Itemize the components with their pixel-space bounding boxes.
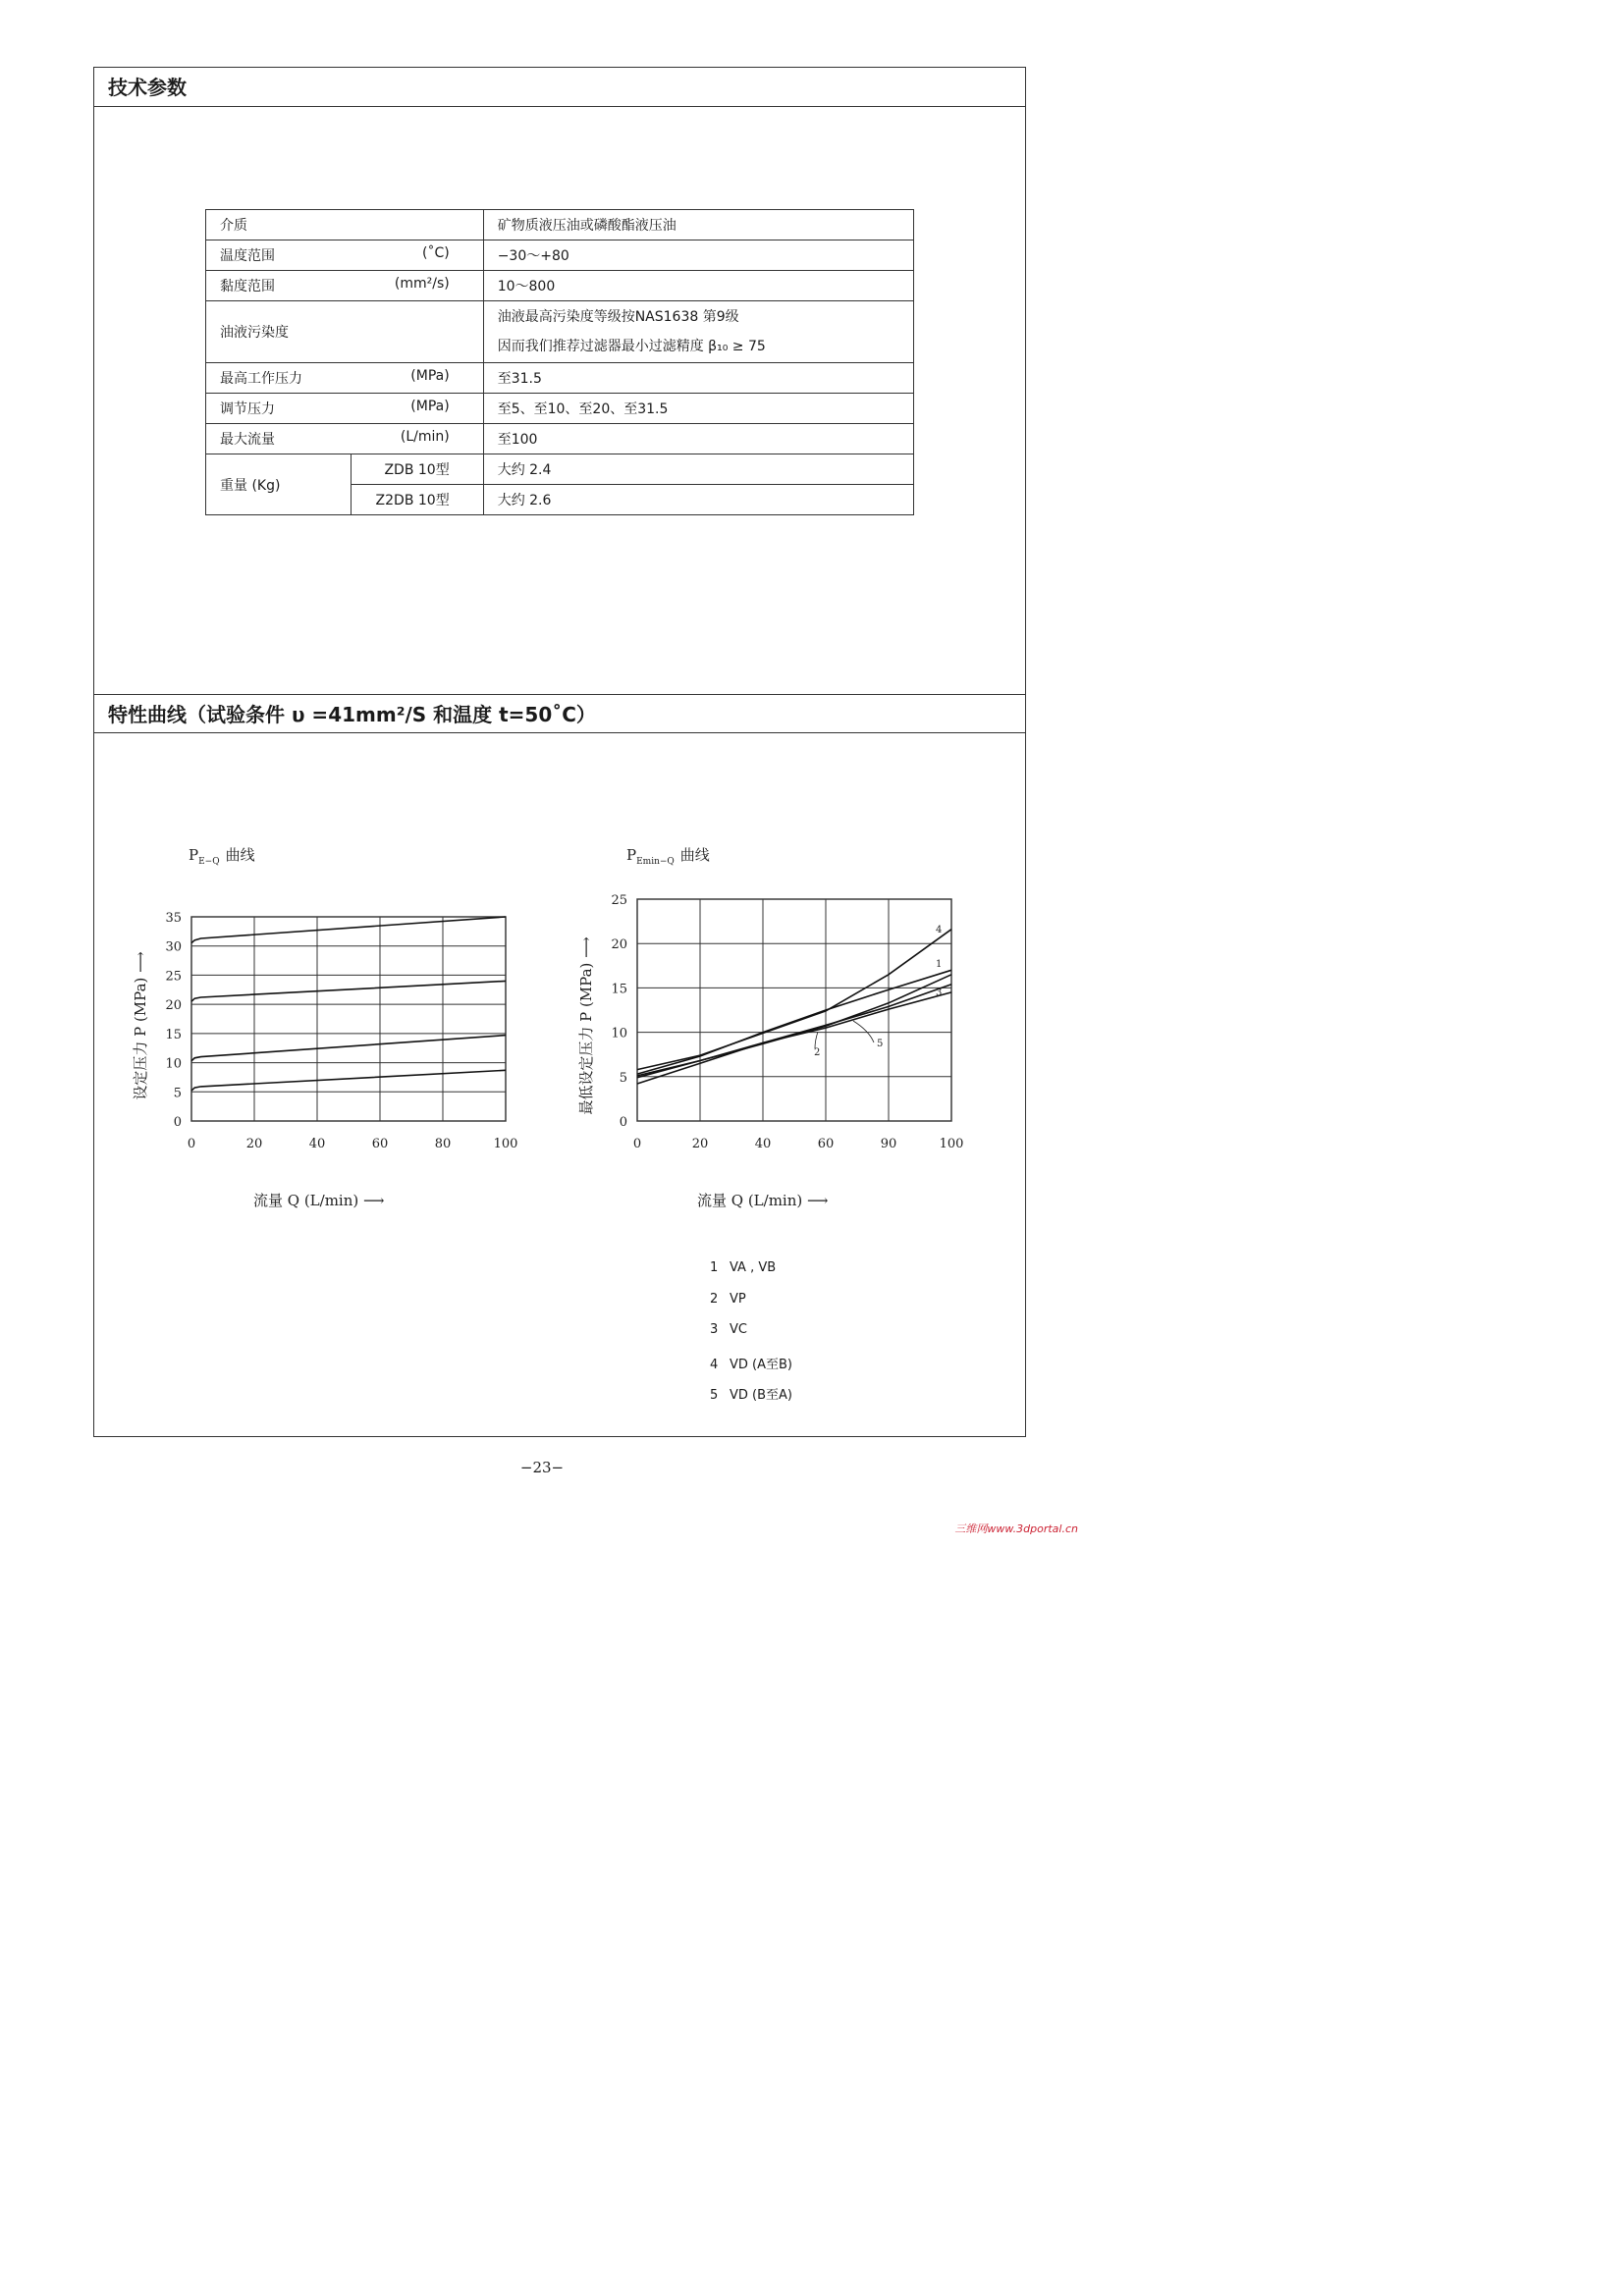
- series-line-30MPa: [191, 917, 506, 943]
- series-line-10MPa: [191, 1036, 506, 1061]
- y-tick-label: 20: [611, 937, 627, 953]
- plot-area: [191, 917, 506, 1121]
- spec-unit: (mm²/s): [394, 276, 450, 292]
- legend-item: 2 VP: [710, 1291, 746, 1307]
- spec-value: 至100: [483, 424, 913, 454]
- y-tick-label: 15: [165, 1027, 182, 1042]
- series-line-20MPa: [191, 981, 506, 1001]
- curve-number-label: 2: [814, 1047, 821, 1058]
- legend-item: 1 VA , VB: [710, 1260, 777, 1275]
- y-tick-label: 10: [165, 1056, 182, 1072]
- spec-model: Z2DB 10型: [351, 485, 483, 515]
- y-axis-label: 最低设定压力 P (MPa) ⟶: [577, 936, 595, 1115]
- spec-label: 油液污染度: [206, 301, 484, 363]
- series-line-5MPa: [191, 1070, 506, 1091]
- spec-label: 重量 (Kg): [206, 454, 352, 515]
- spec-value: 大约 2.6: [483, 485, 913, 515]
- x-tick-label: 60: [817, 1137, 835, 1151]
- plot-area: [637, 899, 951, 1121]
- y-tick-label: 25: [611, 893, 627, 908]
- y-tick-label: 30: [165, 939, 182, 955]
- spec-value: 至31.5: [483, 363, 913, 394]
- charts-svg: [0, 0, 1084, 1538]
- watermark: 三维网www.3dportal.cn: [954, 1522, 1078, 1535]
- y-tick-label: 5: [619, 1070, 627, 1086]
- x-tick-label: 0: [187, 1137, 196, 1151]
- spec-unit: (MPa): [410, 399, 450, 414]
- y-tick-label: 15: [611, 982, 627, 997]
- y-tick-label: 0: [173, 1115, 182, 1130]
- series-line-4: [637, 930, 951, 1070]
- section-title-tech-params: 技术参数: [94, 68, 1025, 107]
- curve-legend: [710, 1260, 792, 1415]
- spec-label: 温度范围: [220, 248, 275, 264]
- series-line-5: [637, 985, 951, 1084]
- spec-value: 矿物质液压油或磷酸酯液压油: [483, 210, 913, 240]
- x-tick-label: 0: [632, 1137, 642, 1151]
- curve-number-label: 1: [936, 959, 943, 970]
- y-tick-label: 35: [165, 911, 182, 926]
- x-axis-label: 流量 Q (L/min) ⟶: [697, 1192, 829, 1209]
- x-tick-label: 20: [245, 1137, 263, 1151]
- x-tick-label: 40: [308, 1137, 326, 1151]
- x-tick-label: 90: [880, 1137, 897, 1151]
- spec-unit: (MPa): [410, 368, 450, 384]
- y-tick-label: 0: [619, 1115, 627, 1130]
- x-tick-label: 20: [691, 1137, 709, 1151]
- spec-label: 黏度范围: [220, 279, 275, 294]
- x-tick-label: 100: [939, 1137, 964, 1151]
- spec-label: 调节压力: [220, 401, 275, 417]
- x-tick-label: 60: [371, 1137, 389, 1151]
- x-tick-label: 40: [754, 1137, 772, 1151]
- leader-line: [853, 1021, 874, 1042]
- y-axis-label: 设定压力 P (MPa) ⟶: [132, 951, 149, 1100]
- spec-label: 最大流量: [220, 432, 275, 448]
- y-tick-label: 10: [611, 1026, 627, 1041]
- x-axis-label: 流量 Q (L/min) ⟶: [253, 1192, 385, 1209]
- series-line-2: [637, 975, 951, 1078]
- chart-title: $P_{Emin-Q}$ 曲线: [626, 846, 710, 867]
- spec-label: 最高工作压力: [220, 371, 302, 387]
- spec-model: ZDB 10型: [351, 454, 483, 485]
- curve-number-label: 4: [936, 925, 943, 935]
- spec-unit: (˚C): [422, 245, 450, 261]
- x-tick-label: 80: [434, 1137, 452, 1151]
- spec-value: 10～800: [483, 271, 913, 301]
- x-tick-label: 100: [493, 1137, 518, 1151]
- spec-value: −30～+80: [483, 240, 913, 271]
- curve-number-label: 3: [936, 988, 943, 998]
- spec-value: 大约 2.4: [483, 454, 913, 485]
- spec-value: 因而我们推荐过滤器最小过滤精度 β₁₀ ≥ 75: [497, 339, 766, 354]
- spec-value: 至5、至10、至20、至31.5: [483, 394, 913, 424]
- spec-unit: (L/min): [400, 429, 450, 445]
- section-title-curves: 特性曲线（试验条件 υ =41mm²/S 和温度 t=50˚C）: [94, 694, 1025, 733]
- leader-line: [815, 1032, 818, 1048]
- spec-label: 介质: [206, 210, 484, 240]
- y-tick-label: 20: [165, 998, 182, 1014]
- spec-value: 油液最高污染度等级按NAS1638 第9级: [497, 309, 739, 325]
- legend-item: 4 VD (A至B): [710, 1357, 792, 1372]
- legend-item: 5 VD (B至A): [710, 1388, 792, 1403]
- y-tick-label: 5: [173, 1086, 182, 1101]
- chart-title: $P_{E-Q}$ 曲线: [189, 846, 255, 867]
- page-number: −23−: [519, 1459, 565, 1476]
- y-tick-label: 25: [165, 969, 182, 985]
- curve-number-label: 5: [877, 1039, 884, 1049]
- legend-item: 3 VC: [710, 1322, 747, 1337]
